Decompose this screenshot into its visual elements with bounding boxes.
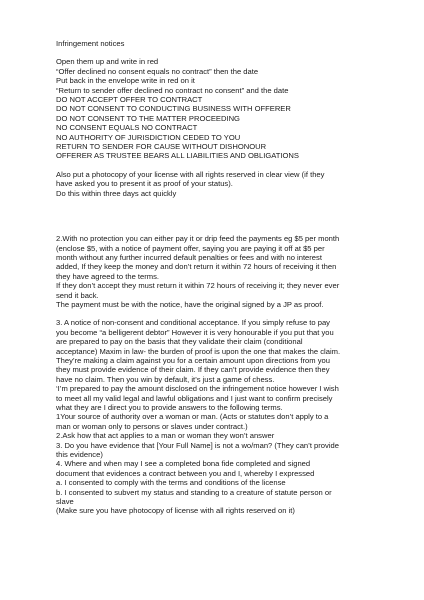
section-3 <box>56 318 384 516</box>
instruction-line: DO NOT CONSENT TO CONDUCTING BUSINESS WITH OFFERER <box>56 104 291 114</box>
paragraph-line: man or woman only to persons or slaves under contract.) <box>56 421 248 431</box>
instruction-line: RETURN TO SENDER FOR CAUSE WITHOUT DISHONOUR <box>56 142 267 152</box>
paragraph-line: have asked you to present it as proof of your status). <box>56 179 233 189</box>
paragraph-line: If they don’t accept they must return it within 72 hours of receiving it; they never ever <box>56 281 340 291</box>
document-title: Infringement notices <box>56 39 125 48</box>
paragraph-line: 2.Ask how that act applies to a man or woman they won’t answer <box>56 431 275 441</box>
paragraph-line: to meet all my valid legal and lawful obligations and I just want to confirm precisely <box>56 393 333 403</box>
paragraph-line: They’re making a claim against you for a certain amount upon directions from you <box>56 355 330 365</box>
paragraph-line: ‘I’m prepared to pay the amount disclosed on the infringement notice however I wish <box>56 384 339 394</box>
photocopy-paragraph <box>56 170 384 198</box>
instruction-line: NO CONSENT EQUALS NO CONTRACT <box>56 123 198 133</box>
instruction-line: “Offer declined no consent equals no contract” then the date <box>56 66 259 76</box>
paragraph-line: this evidence) <box>56 450 103 460</box>
paragraph-line: (Make sure you have photocopy of license with all rights reserved on it) <box>56 506 295 516</box>
paragraph-line: document that evidences a contract between you and I, whereby I expressed <box>56 468 315 478</box>
instruction-list <box>56 57 384 160</box>
paragraph-line: 4. Where and when may I see a completed bona fide completed and signed <box>56 459 311 469</box>
paragraph-line: acceptance) Maxim in law- the burden of proof is upon the one that makes the claim. <box>56 346 341 356</box>
paragraph-line: are prepared to pay on the basis that they validate their claim (conditional <box>56 337 303 347</box>
paragraph-line: The payment must be with the notice, have the original signed by a JP as proof. <box>56 299 324 309</box>
paragraph-line: month without any further incurred default penalties or fees and with no interest <box>56 252 322 262</box>
instruction-line: OFFERER AS TRUSTEE BEARS ALL LIABILITIES AND OBLIGATIONS <box>56 151 299 161</box>
section-2 <box>56 234 384 309</box>
paragraph-line: what they are I direct you to provide answers to the following terms. <box>56 403 283 412</box>
instruction-line: DO NOT CONSENT TO THE MATTER PROCEEDING <box>56 113 240 123</box>
paragraph-line: 3. Do you have evidence that [Your Full Name] is not a wo/man? (They can’t provide <box>56 440 339 450</box>
paragraph-line: (enclose $5, with a notice of payment offer, saying you are paying it off at $5 per <box>56 243 325 253</box>
paragraph-line: have no claim. Then you win by default, it’s just a game of chess. <box>56 374 275 384</box>
spacer <box>56 161 384 170</box>
spacer <box>56 309 384 318</box>
spacer <box>56 198 384 234</box>
instruction-line: DO NOT ACCEPT OFFER TO CONTRACT <box>56 95 203 105</box>
instruction-line: NO AUTHORITY OF JURISDICTION CEDED TO YOU <box>56 132 241 142</box>
paragraph-line: added, If they keep the money and don’t return it within 72 hours of receiving it then <box>56 262 337 272</box>
paragraph-line: they have agreed to the terms. <box>56 271 159 281</box>
instruction-line: “Return to sender offer declined no contract no consent” and the date <box>56 85 289 95</box>
instruction-line: Put back in the envelope write in red on it <box>56 76 195 86</box>
paragraph-line: you become “a belligerent debtor” However it is very honourable if you put that you <box>56 327 334 337</box>
paragraph-line: Also put a photocopy of your license with all rights reserved in clear view (if they <box>56 169 325 179</box>
paragraph-line: slave <box>56 497 74 507</box>
paragraph-line: they must provide evidence of their claim. If they can’t provide evidence then they <box>56 365 330 375</box>
paragraph-line: a. I consented to comply with the terms and conditions of the license <box>56 478 286 488</box>
paragraph-line: Do this within three days act quickly <box>56 188 177 198</box>
instruction-line: Open them up and write in red <box>56 57 159 67</box>
paragraph-line: 3. A notice of non-consent and conditional acceptance. If you simply refuse to pay <box>56 318 330 328</box>
paragraph-line: send it back. <box>56 290 99 300</box>
paragraph-line: 1Your source of authority over a woman or man. (Acts or statutes don’t apply to a <box>56 412 329 422</box>
paragraph-line: b. I consented to subvert my status and standing to a creature of statute person or <box>56 487 332 497</box>
paragraph-line: 2.With no protection you can either pay it or drip feed the payments eg $5 per month <box>56 234 340 244</box>
